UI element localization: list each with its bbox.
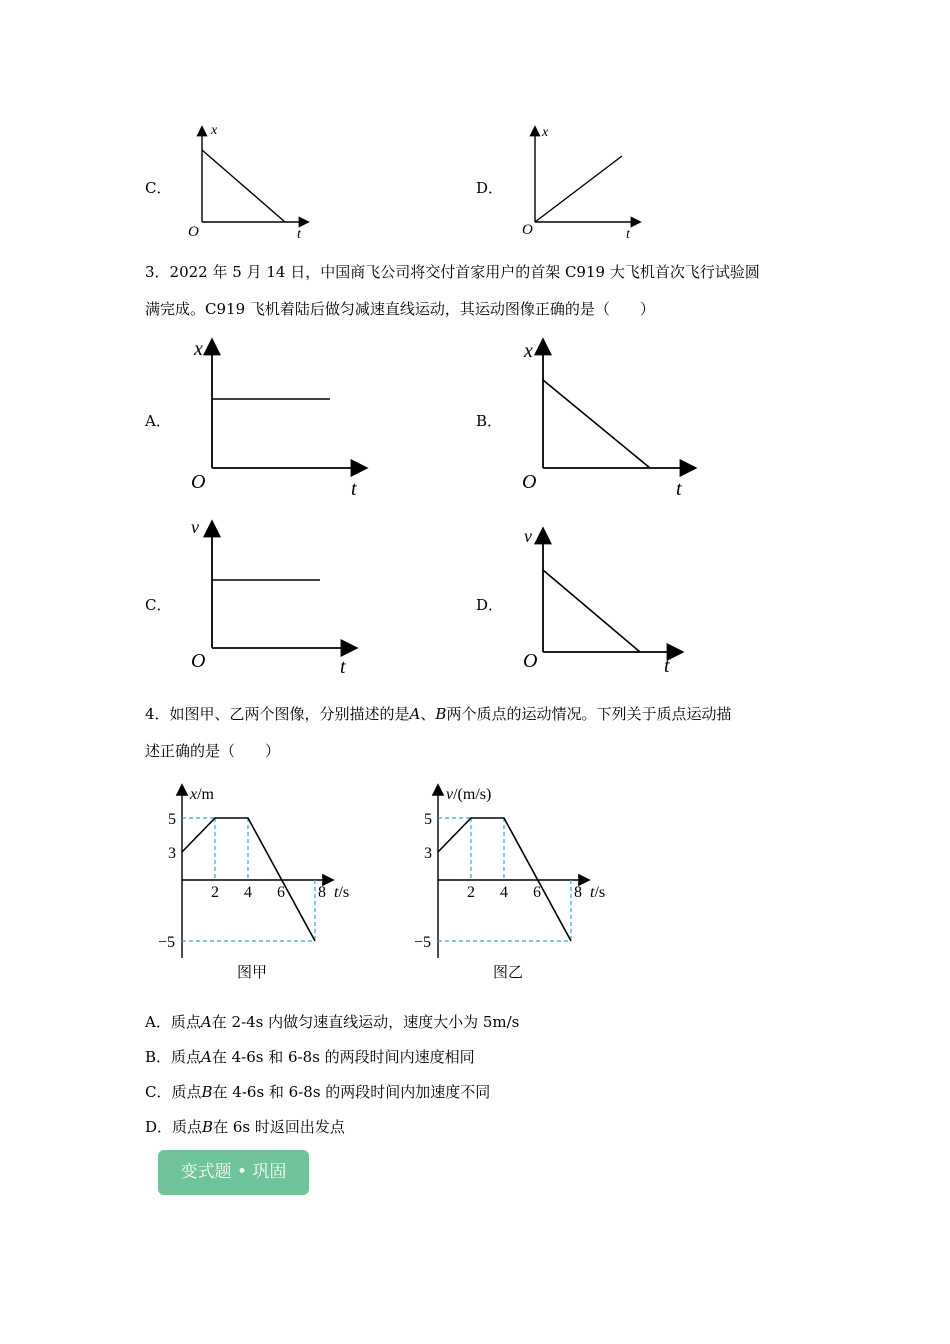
x-axis-label: t/s	[334, 884, 350, 901]
figure-yi-caption: 图乙	[493, 963, 524, 981]
origin-label: O	[522, 222, 533, 238]
question-4-line-2: 述正确的是（ ）	[145, 742, 281, 760]
x-axis-label: t	[340, 656, 346, 678]
var-b: B	[435, 705, 447, 723]
origin-label: O	[523, 650, 538, 672]
question-3-line-1: 3．2022 年 5 月 14 日，中国商飞公司将交付首家用户的首架 C919 大飞机首次飞行试验圆	[145, 263, 760, 281]
q3-option-b-label: B．	[476, 412, 503, 430]
x-axis-label: t	[351, 478, 357, 500]
y-tick-neg5: −5	[158, 934, 176, 951]
q3-option-d-graph	[516, 522, 691, 680]
y-axis-label: x/m	[190, 786, 214, 803]
x-axis-label: t	[664, 655, 670, 677]
x-tick-2: 2	[211, 884, 219, 901]
x-axis-label: t	[297, 227, 301, 242]
x-tick-4: 4	[244, 884, 252, 901]
y-tick-5: 5	[168, 811, 176, 828]
x-axis-label: t	[626, 227, 630, 242]
q3-option-a-label: A．	[145, 412, 171, 430]
var-a: A	[409, 705, 421, 723]
q4-answer-b: B．质点A在 4-6s 和 6-8s 的两段时间内速度相同	[145, 1048, 475, 1066]
y-axis-label: x	[542, 125, 549, 140]
x-axis-label: t/s	[590, 884, 606, 901]
graph-line	[202, 150, 285, 222]
q3-option-b-graph	[516, 333, 706, 503]
section-badge: 变式题 • 巩固	[158, 1150, 309, 1195]
y-tick-3: 3	[424, 845, 432, 862]
origin-label: O	[191, 650, 206, 672]
x-tick-8: 8	[318, 884, 326, 901]
graph-line	[535, 156, 622, 222]
figure-jia-caption: 图甲	[237, 963, 268, 981]
graph-line	[543, 380, 650, 468]
q4-answer-d: D．质点B在 6s 时返回出发点	[145, 1118, 345, 1136]
y-axis-label: x	[211, 123, 218, 138]
x-tick-6: 6	[277, 884, 285, 901]
y-axis-label: x	[524, 340, 533, 362]
q3-option-c-graph	[185, 515, 375, 680]
y-axis-label: x	[194, 338, 203, 360]
question-4-line-1: 4．如图甲、乙两个图像，分别描述的是A、B两个质点的运动情况。下列关于质点运动描	[145, 705, 732, 723]
q3-option-c-label: C．	[145, 596, 172, 614]
y-axis-label: v	[191, 517, 199, 537]
y-axis-label: v/(m/s)	[446, 786, 492, 803]
prev-option-d-graph	[514, 118, 654, 242]
x-tick-2: 2	[467, 884, 475, 901]
q3-option-d-label: D．	[476, 596, 504, 614]
q4-answer-c: C．质点B在 4-6s 和 6-8s 的两段时间内加速度不同	[145, 1083, 491, 1101]
origin-label: O	[188, 224, 199, 240]
q4-answer-a: A．质点A在 2-4s 内做匀速直线运动，速度大小为 5m/s	[145, 1013, 520, 1031]
origin-label: O	[191, 471, 206, 493]
x-axis-label: t	[676, 478, 682, 500]
option-c-label: C．	[145, 179, 172, 197]
x-tick-6: 6	[533, 884, 541, 901]
y-axis-label: v	[524, 526, 532, 546]
option-d-label: D．	[476, 179, 504, 197]
origin-label: O	[522, 471, 537, 493]
prev-option-c-graph	[180, 118, 320, 242]
figure-yi	[416, 778, 631, 963]
x-tick-8: 8	[574, 884, 582, 901]
y-tick-5: 5	[424, 811, 432, 828]
y-tick-neg5: −5	[414, 934, 432, 951]
figure-jia	[160, 778, 375, 963]
x-tick-4: 4	[500, 884, 508, 901]
y-tick-3: 3	[168, 845, 176, 862]
q3-option-a-graph	[185, 333, 375, 503]
graph-line	[543, 570, 640, 652]
question-3-line-2: 满完成。C919 飞机着陆后做匀减速直线运动，其运动图像正确的是（ ）	[145, 300, 655, 318]
